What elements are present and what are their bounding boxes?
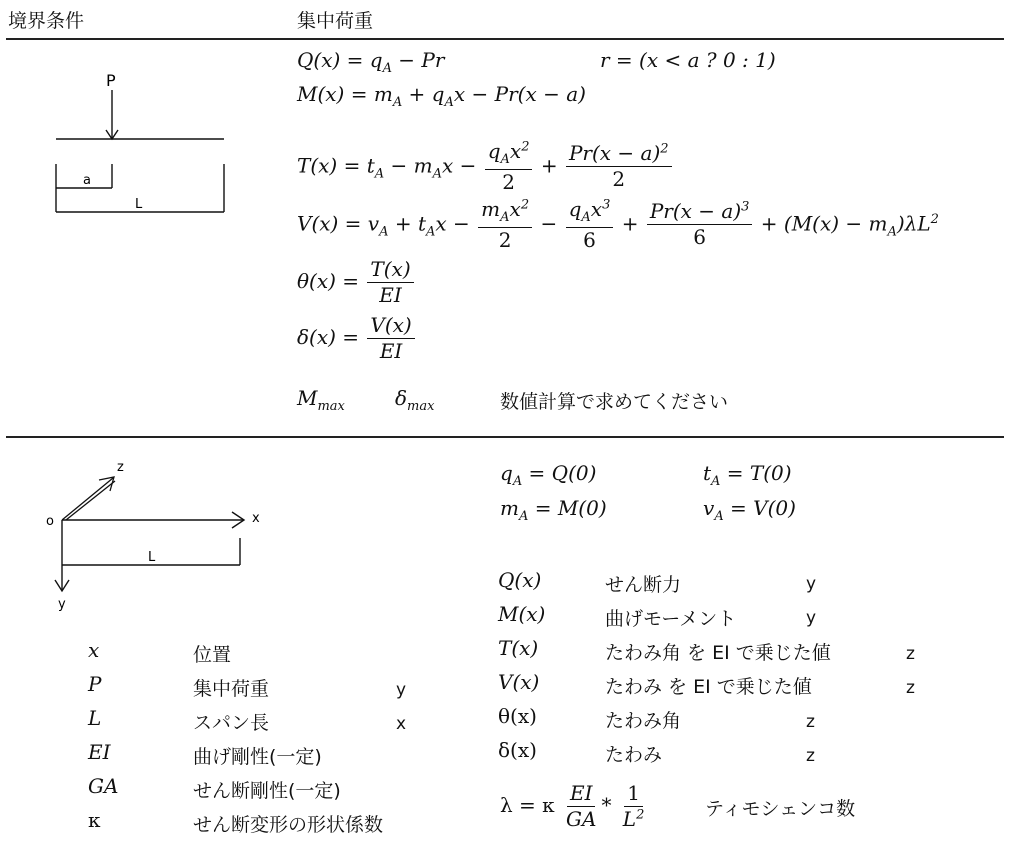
initial-tA: $t_A = T(0)$ bbox=[703, 461, 792, 489]
var-desc-theta: たわみ角 bbox=[605, 710, 682, 732]
beam-load-diagram bbox=[0, 40, 280, 240]
var-desc-V: たわみ を EI で乗じた値 bbox=[605, 676, 812, 698]
var-desc-EI: 曲げ剛性(一定) bbox=[193, 746, 322, 768]
z-axis-label: z bbox=[117, 460, 124, 475]
var-sym-M: M(x) bbox=[498, 602, 546, 626]
formula-theta: θ(x) = $\frac{T(x)}{EI}$ bbox=[297, 258, 416, 307]
formula-lambda: λ = κ $\frac{EI}{GA}$ * $\frac{1}{L^2}$ bbox=[500, 781, 645, 831]
symbol-mmax: $M_{max}$ bbox=[297, 386, 345, 414]
var-sym-T: T(x) bbox=[498, 636, 539, 660]
var-desc-M: 曲げモーメント bbox=[605, 608, 737, 630]
var-desc-GA: せん断剛性(一定) bbox=[193, 780, 341, 802]
var-sym-Q: Q(x) bbox=[498, 568, 542, 592]
var-axis-L: x bbox=[396, 714, 407, 734]
var-axis-V: z bbox=[906, 678, 915, 698]
var-axis-M: y bbox=[806, 608, 817, 628]
header-boundary-conditions: 境界条件 bbox=[8, 10, 85, 32]
var-desc-x: 位置 bbox=[193, 644, 232, 666]
origin-label: o bbox=[46, 514, 54, 529]
var-sym-GA: GA bbox=[88, 774, 119, 798]
header-concentrated-load: 集中荷重 bbox=[297, 10, 374, 32]
var-axis-theta: z bbox=[806, 712, 815, 732]
var-desc-delta: たわみ bbox=[605, 744, 663, 766]
var-desc-T: たわみ角 を EI で乗じた値 bbox=[605, 642, 831, 664]
lambda-desc: ティモシェンコ数 bbox=[705, 798, 856, 820]
initial-vA: $v_A = V(0)$ bbox=[703, 496, 796, 524]
dim-a-label: a bbox=[83, 173, 91, 188]
var-sym-EI: EI bbox=[88, 740, 111, 764]
length-label: L bbox=[148, 550, 156, 565]
var-sym-delta: δ(x) bbox=[498, 738, 537, 762]
formula-V: $V(x) = v_A + t_Ax$ − $\frac{m_Ax^2}{2}$ − $\frac{q_Ax^3}{6}$ + $\frac{Pr(x - a)^3}{6}$ + $(M(x) - m_A)\lambda L^2$ bbox=[297, 197, 939, 252]
numeric-note: 数値計算で求めてください bbox=[500, 391, 729, 413]
load-label: P bbox=[106, 71, 116, 90]
initial-mA: $m_A = M(0)$ bbox=[500, 496, 607, 524]
var-sym-V: V(x) bbox=[498, 670, 540, 694]
symbol-dmax: $\delta_{max}$ bbox=[395, 386, 435, 414]
dim-L-label: L bbox=[135, 197, 143, 212]
var-desc-L: スパン長 bbox=[193, 712, 270, 734]
var-sym-kappa: κ bbox=[88, 808, 101, 832]
initial-qA: $q_A = Q(0)$ bbox=[500, 461, 597, 489]
y-axis-label: y bbox=[58, 597, 66, 612]
formula-r-def: r = (x < a ? 0 : 1) bbox=[600, 48, 776, 72]
section-divider bbox=[6, 436, 1004, 438]
var-desc-kappa: せん断変形の形状係数 bbox=[193, 814, 384, 836]
var-axis-delta: z bbox=[806, 746, 815, 766]
formula-M: $M(x) = m_A + q_Ax - Pr(x - a)$ bbox=[297, 82, 586, 110]
var-sym-theta: θ(x) bbox=[498, 704, 537, 728]
var-desc-P: 集中荷重 bbox=[193, 678, 270, 700]
coordinate-diagram bbox=[0, 450, 290, 615]
formula-delta: δ(x) = $\frac{V(x)}{EI}$ bbox=[297, 314, 417, 363]
formula-Q: $Q(x) = q_A - Pr$ bbox=[297, 48, 445, 76]
var-desc-Q: せん断力 bbox=[605, 574, 682, 596]
var-sym-x: x bbox=[88, 638, 100, 662]
var-sym-P: P bbox=[88, 672, 102, 696]
var-sym-L: L bbox=[88, 706, 102, 730]
var-axis-P: y bbox=[396, 680, 407, 700]
var-axis-T: z bbox=[906, 644, 915, 664]
x-axis-label: x bbox=[252, 511, 260, 526]
formula-T: $T(x) = t_A - m_Ax$ − $\frac{q_Ax^2}{2}$ + $\frac{Pr(x - a)^2}{2}$ bbox=[297, 140, 674, 194]
var-axis-Q: y bbox=[806, 574, 817, 594]
